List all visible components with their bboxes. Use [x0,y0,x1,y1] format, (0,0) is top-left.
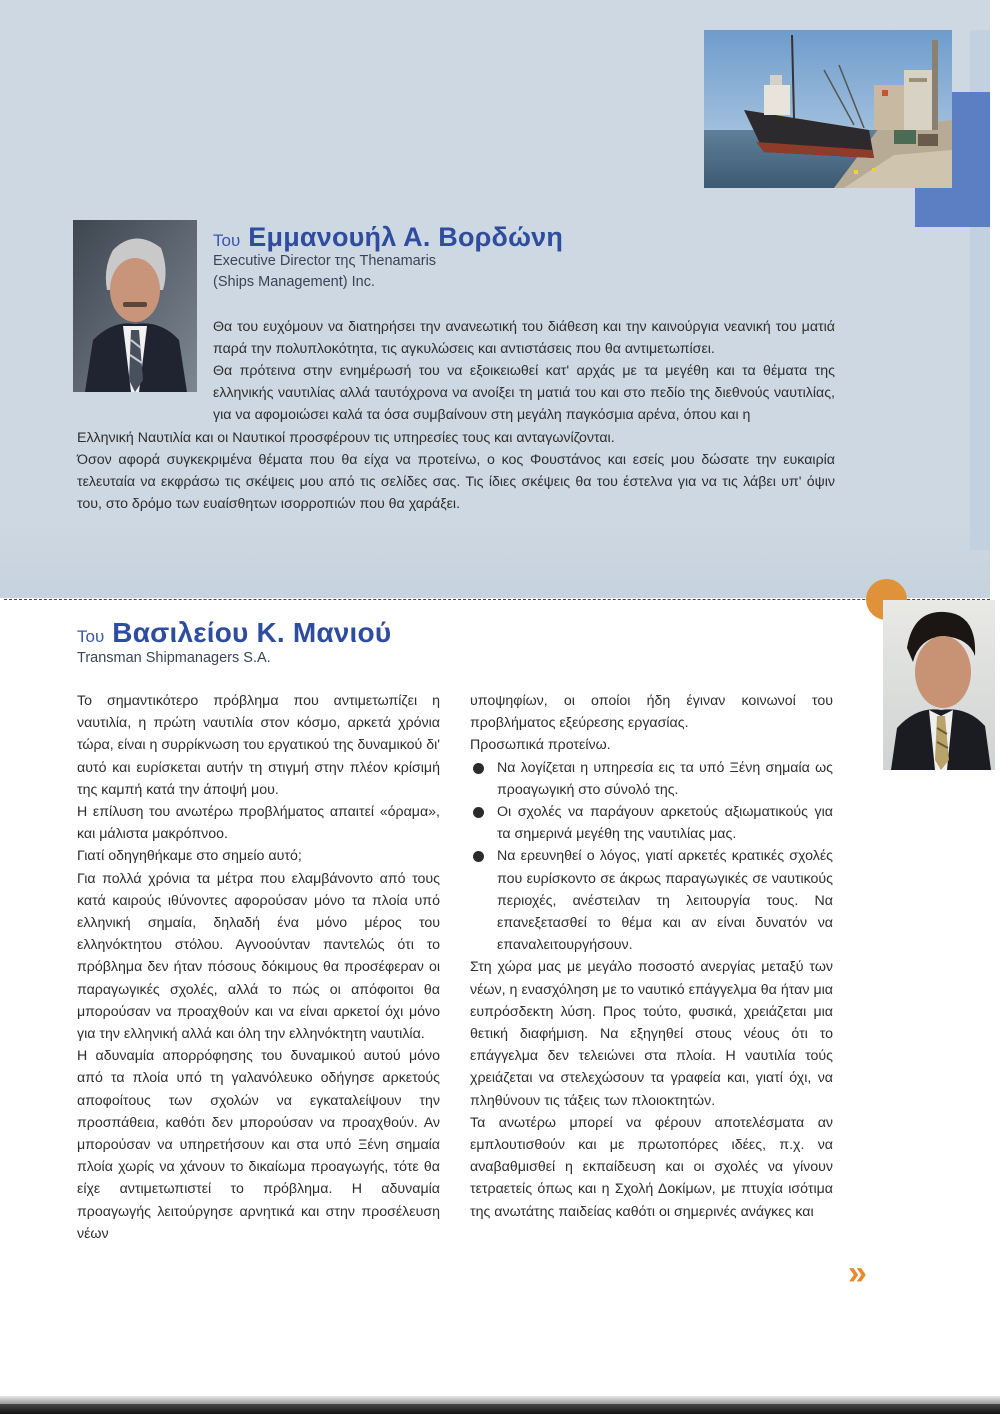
bullet-dot-icon [473,763,484,774]
author-role-line-2: (Ships Management) Inc. [213,274,375,290]
author-name-vordonis: Εμμανουήλ Α. Βορδώνη [248,222,564,252]
article1-paragraph-3: Όσον αφορά συγκεκριμένα θέματα που θα είχα να προτείνω, ο κος Φουστάνος και εσείς μου δώσατε την ευκαιρία τελευταία να εκφράσω τις σκέψεις μου από τις σελίδες σας. Τις ίδιες σκέψεις θα του έστελνα για να τις λάβει υπ' όψιν του, στο δρόμο των ευαίσθητων ισορροπιών που θα χαράξει. [77,452,835,512]
panel-shade [0,520,990,598]
scan-edge-shadow [0,1396,1000,1404]
byline-prefix: Του [213,231,241,250]
article2-left-column [77,690,440,1245]
author-role-line-1: Executive Director της Thenamaris [213,253,437,269]
left-paragraph-3: Γιατί οδηγηθήκαμε στο σημείο αυτό; [77,848,302,865]
left-paragraph-2: Η επίλυση του ανωτέρω προβλήματος απαιτεί «όραμα», και μάλιστα μακρόπνοο. [77,804,440,843]
list-item [470,801,833,845]
continue-arrow-icon[interactable]: » [848,1254,867,1292]
bullet-dot-icon [473,807,484,818]
author-portrait-manios [883,600,995,770]
author-portrait-vordonis [73,220,197,392]
right-intro-2: Προσωπικά προτείνω. [470,737,611,754]
article1-paragraph-2-end: Ελληνική Ναυτιλία και οι Ναυτικοί προσφέρουν τις υπηρεσίες τους και ανταγωνίζονται. [77,430,615,446]
list-item [470,845,833,956]
article1-paragraph-2-start: Θα πρότεινα στην ενημέρωσή του να εξοικειωθεί κατ' αρχάς με τα μεγέθη και τα θέματα της ελληνικής ναυτιλίας αλλά ταυτόχρονα να ανοίξει τη ματιά του και στο πεδίο της διεθνούς ναυτιλίας, για να αφομοιώσει καλά τα όσα συμβαίνουν στη μεγάλη παγκόσμια αρένα, όπου και η [213,363,835,423]
article1-paragraph-1: Θα του ευχόμουν να διατηρήσει την ανανεωτική του διάθεση και την καινούργια νεανική του ματιά παρά την πολυπλοκότητα, τις αγκυλώσεις και αντιστάσεις που θα αντιμετωπίσει. [213,319,835,357]
proposal-list [470,757,833,957]
author-name-manios: Βασιλείου Κ. Μανιού [112,617,392,648]
article1-byline [213,222,563,253]
right-paragraph-1: Στη χώρα μας με μεγάλο ποσοστό ανεργίας μεταξύ των νέων, η ενασχόληση με το ναυτικό επάγγελμα θα ήταν μια ευπρόσδεκτη λύση. Προς τούτο, φυσικά, χρειάζεται μια θετική διαφήμιση. Να εξηγηθεί στους νέους ότι το επάγγελμα δεν τελειώνει στα πλοία. Η ναυτιλία τούς χρειάζεται να στελεχώσουν τα γραφεία και, γιατί όχι, να πληθύνουν τις τάξεις των πλοιοκτητών. [470,959,833,1109]
scan-bottom-edge [0,1404,1000,1414]
list-item-text: Οι σχολές να παράγουν αρκετούς αξιωματικούς για τα σημερινά μεγέθη της ναυτιλίας μας. [497,804,833,843]
left-paragraph-4: Για πολλά χρόνια τα μέτρα που ελαμβάνοντο από τους κατά καιρούς ιθύνοντες αφορούσαν μόνο τα πλοία υπό ελληνική σημαία, δηλαδή ένα μόνο μέρος του ελληνόκτητου στόλου. Αγνοούνταν παντελώς ότι το πρόβλημα δεν ήταν πόσους δόκιμους θα προσέφεραν οι παραγωγικές σχολές, αλλά το πώς οι απόφοιτοι θα μπορούσαν να προαχθούν και να είναι αρκετοί όχι μόνο για την ελληνική αλλά και όλη την ελληνόκτητη ναυτιλία. [77,870,440,1043]
author-company: Transman Shipmanagers S.A. [77,650,271,666]
list-item [470,757,833,801]
article2-byline [77,617,391,649]
article1-body-full [77,427,835,515]
list-item-text: Να ερευνηθεί ο λόγος, γιατί αρκετές κρατικές σχολές που ευρίσκοντο σε άκρως παραγωγικές σε ναυτικούς περιοχές, ανέστειλαν τη λειτουργία τους. Να επανεξετασθεί το θέμα και αν είναι δυνατόν να επαναλειτουργήσουν. [497,848,833,954]
article2-right-column [470,690,833,1223]
left-paragraph-1: Το σημαντικότερο πρόβλημα που αντιμετωπίζει η ναυτιλία, η πρώτη ναυτιλία στον κόσμο, αρκετά χρόνια τώρα, είναι η συρρίκνωση του εργατικού της δυναμικού δι' αυτό και ευρίσκεται αυτήν τη στιγμή στην πλέον κρίσιμή της καμπή κατά την άποψή μου. [77,693,440,798]
bullet-dot-icon [473,851,484,862]
list-item-text: Να λογίζεται η υπηρεσία εις τα υπό Ξένη σημαία ως προαγωγική στο σύνολό της. [497,759,833,798]
byline-prefix: Του [77,627,105,646]
article1-body-right [213,316,835,426]
ship-port-photo [704,30,952,188]
left-paragraph-5: Η αδυναμία απορρόφησης του δυναμικού αυτού μόνο από τα πλοία υπό τη γαλανόλευκο οδήγησε αρκετούς αποφοίτους των σχολών να εγκαταλείψουν την προσπάθεια, καθότι δεν μπορούσαν να προαχθούν. Αν μπορούσαν να υπηρετήσουν και στα υπό Ξένη σημαία πλοία χωρίς να χάνουν το δικαίωμα προαγωγής, τότε θα είχε αντιμετωπιστεί το πρόβλημα. Η αδυναμία προαγωγής λειτούργησε αρνητικά και στην προσέλευση νέων [77,1048,440,1242]
section-divider [4,599,990,600]
right-paragraph-2: Τα ανωτέρω μπορεί να φέρουν αποτελέσματα αν εμπλουτισθούν και με πρωτοπόρες ιδέες, π.χ. να αναβαθμισθεί η εκπαίδευση και οι σχολές να γίνουν τετραετείς όπως και η Σχολή Δοκίμων, με πτυχία ισότιμα της ανωτάτης παιδείας καθότι οι σημερινές ανάγκες και [470,1114,833,1220]
right-intro-1: υποψηφίων, οι οποίοι ήδη έγιναν κοινωνοί του προβλήματος εξεύρεσης εργασίας. [470,693,833,732]
